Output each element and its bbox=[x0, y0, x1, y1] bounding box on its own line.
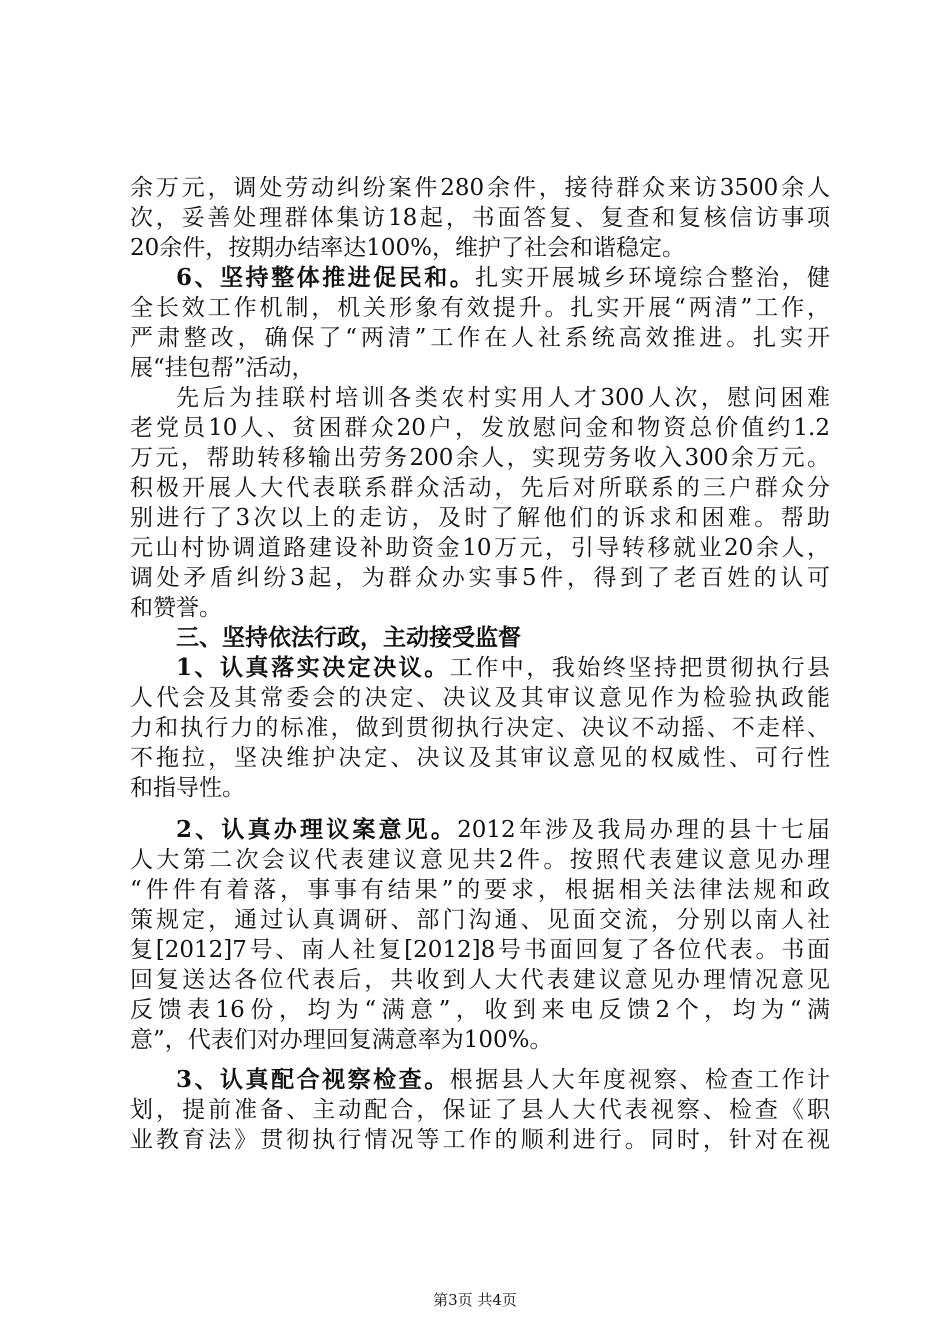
paragraph-line bbox=[130, 293, 830, 323]
paragraph-line bbox=[130, 995, 830, 1025]
line-text: 人代会及其常委会的决定、决议及其审议意见作为检验执政能 bbox=[130, 685, 830, 711]
line-text: 余万元，调处劳动纠纷案件280余件，接待群众来访3500余人 bbox=[130, 175, 830, 201]
page-number: 第3页 共4页 bbox=[433, 1291, 517, 1309]
line-text: 业教育法》贯彻执行情况等工作的顺利进行。同时，针对在视 bbox=[130, 1127, 830, 1153]
item-heading: 3、认真配合视察检查。 bbox=[176, 1066, 450, 1093]
paragraph-line bbox=[130, 653, 830, 683]
paragraph-line bbox=[130, 473, 830, 503]
line-text: 和赞誉。 bbox=[130, 595, 222, 621]
line-text: 次，妥善处理群体集访18起，书面答复、复查和复核信访事项 bbox=[130, 205, 830, 231]
item-heading: 1、认真落实决定决议。 bbox=[176, 654, 450, 681]
paragraph-line bbox=[130, 443, 830, 473]
paragraph-line bbox=[130, 323, 830, 353]
line-text: 反馈表16份，均为“满意”，收到来电反馈2个，均为“满 bbox=[130, 997, 830, 1023]
line-text: “件件有着落，事事有结果”的要求，根据相关法律法规和政 bbox=[130, 877, 830, 903]
paragraph-line bbox=[130, 965, 830, 995]
paragraph-line bbox=[130, 1095, 830, 1125]
section-heading-text: 三、坚持依法行政，主动接受监督 bbox=[176, 624, 521, 651]
paragraph-line bbox=[130, 875, 830, 905]
line-text: 根据县人大年度视察、检查工作计 bbox=[449, 1067, 830, 1093]
paragraph-line bbox=[130, 1125, 830, 1155]
item-heading: 2、认真办理议案意见。 bbox=[176, 816, 458, 843]
paragraph-line bbox=[130, 413, 830, 443]
paragraph-line bbox=[130, 203, 830, 233]
line-text: 策规定，通过认真调研、部门沟通、见面交流，分别以南人社 bbox=[130, 907, 830, 933]
line-text: 调处矛盾纠纷3起，为群众办实事5件，得到了老百姓的认可 bbox=[130, 565, 830, 591]
line-text: 展“挂包帮”活动， bbox=[130, 355, 315, 381]
paragraph-line bbox=[130, 383, 830, 413]
paragraph-line bbox=[130, 845, 830, 875]
line-text: 不拖拉，坚决维护决定、决议及其审议意见的权威性、可行性 bbox=[130, 745, 830, 771]
paragraph-line bbox=[130, 173, 830, 203]
paragraph-line bbox=[130, 683, 830, 713]
paragraph-line bbox=[130, 905, 830, 935]
paragraph-line bbox=[130, 263, 830, 293]
paragraph-line bbox=[130, 503, 830, 533]
line-text: 20余件，按期办结率达100%，维护了社会和谐稳定。 bbox=[130, 235, 686, 261]
line-text: 划，提前准备、主动配合，保证了县人大代表视察、检查《职 bbox=[130, 1097, 830, 1123]
paragraph-line bbox=[130, 233, 830, 263]
line-text: 万元，帮助转移输出劳务200余人，实现劳务收入300余万元。 bbox=[130, 445, 830, 471]
line-text: 全长效工作机制，机关形象有效提升。扎实开展“两清”工作， bbox=[130, 295, 830, 321]
line-text: 扎实开展城乡环境综合整治，健 bbox=[475, 265, 830, 291]
paragraph-line bbox=[130, 935, 830, 965]
paragraph-line bbox=[130, 1065, 830, 1095]
paragraph-line bbox=[130, 743, 830, 773]
line-text: 复[2012]7号、南人社复[2012]8号书面回复了各位代表。书面 bbox=[130, 937, 830, 963]
paragraph-line bbox=[130, 713, 830, 743]
paragraph-line bbox=[130, 533, 830, 563]
line-text: 先后为挂联村培训各类农村实用人才300人次，慰问困难 bbox=[176, 385, 830, 411]
line-text: 意”，代表们对办理回复满意率为100%。 bbox=[130, 1027, 553, 1053]
line-text: 严肃整改，确保了“两清”工作在人社系统高效推进。扎实开 bbox=[130, 325, 830, 351]
line-text: 积极开展人大代表联系群众活动，先后对所联系的三户群众分 bbox=[130, 475, 830, 501]
line-text: 老党员10人、贫困群众20户，发放慰问金和物资总价值约1.2 bbox=[130, 415, 830, 441]
line-text: 别进行了3次以上的走访，及时了解他们的诉求和困难。帮助 bbox=[130, 505, 830, 531]
paragraph-line bbox=[130, 593, 830, 623]
line-text: 和指导性。 bbox=[130, 775, 245, 801]
paragraph-line bbox=[130, 815, 830, 845]
section-heading bbox=[130, 623, 830, 653]
line-text: 力和执行力的标准，做到贯彻执行决定、决议不动摇、不走样、 bbox=[130, 715, 830, 741]
paragraph-line bbox=[130, 773, 830, 803]
line-text: 元山村协调道路建设补助资金10万元，引导转移就业20余人， bbox=[130, 535, 830, 561]
item-heading: 6、坚持整体推进促民和。 bbox=[176, 264, 476, 291]
paragraph-line bbox=[130, 563, 830, 593]
paragraph-line bbox=[130, 353, 830, 383]
line-text: 2012年涉及我局办理的县十七届 bbox=[457, 817, 830, 843]
line-text: 回复送达各位代表后，共收到人大代表建议意见办理情况意见 bbox=[130, 967, 830, 993]
paragraph-line bbox=[130, 1025, 830, 1055]
line-text: 工作中，我始终坚持把贯彻执行县 bbox=[449, 655, 830, 681]
line-text: 人大第二次会议代表建议意见共2件。按照代表建议意见办理 bbox=[130, 847, 830, 873]
